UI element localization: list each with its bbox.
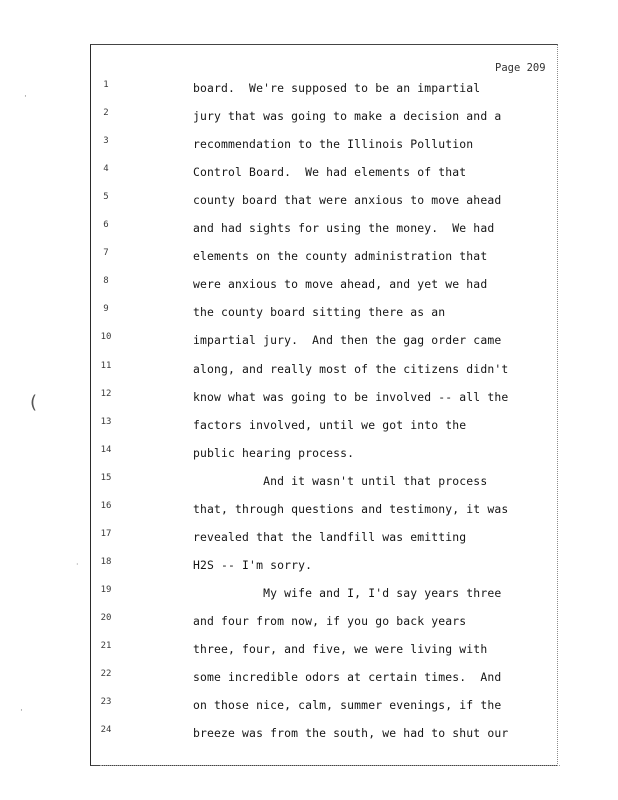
transcript-line [0, 248, 618, 268]
line-text: know what was going to be involved -- all the [193, 389, 509, 404]
transcript-line [0, 529, 618, 549]
transcript-line [0, 613, 618, 633]
margin-mark: · [76, 560, 79, 569]
transcript-line [0, 332, 618, 352]
line-text: factors involved, until we got into the [193, 417, 467, 432]
transcript-line [0, 220, 618, 240]
line-number: 1 [103, 80, 109, 90]
margin-mark: ( [30, 392, 38, 413]
margin-mark: · [24, 92, 27, 102]
line-number: 24 [100, 725, 112, 736]
line-text: My wife and I, I'd say years three [193, 585, 502, 600]
line-number: 3 [103, 136, 109, 147]
line-number: 2 [103, 108, 109, 119]
transcript-line [0, 389, 618, 409]
line-number: 14 [100, 444, 112, 455]
transcript-line [0, 417, 618, 437]
line-text: on those nice, calm, summer evenings, if the [193, 698, 502, 713]
line-number: 5 [103, 192, 109, 203]
transcript-line [0, 445, 618, 465]
transcript-line [0, 304, 618, 324]
transcript-line [0, 108, 618, 128]
transcript-line [0, 361, 618, 381]
line-number: 10 [100, 332, 112, 343]
line-text: Control Board. We had elements of that [193, 165, 467, 180]
line-number: 19 [100, 584, 112, 595]
line-number: 7 [103, 248, 109, 259]
page-number: Page 209 [495, 62, 546, 74]
transcript-line [0, 276, 618, 296]
line-number: 8 [103, 276, 109, 287]
line-text: revealed that the landfill was emitting [193, 529, 467, 544]
line-text: H2S -- I'm sorry. [193, 557, 313, 572]
line-number: 21 [100, 641, 112, 651]
line-number: 22 [100, 669, 112, 680]
line-text: board. We're supposed to be an impartial [193, 81, 481, 95]
line-text: and had sights for using the money. We had [193, 221, 495, 236]
line-text: elements on the county administration that [193, 249, 488, 264]
line-number: 13 [100, 416, 112, 427]
line-number: 20 [100, 612, 112, 623]
line-text: county board that were anxious to move ahead [193, 193, 502, 208]
line-number: 11 [100, 360, 112, 371]
transcript-line [0, 164, 618, 184]
line-number: 17 [100, 528, 112, 539]
line-number: 6 [103, 220, 109, 231]
line-number: 4 [103, 164, 109, 175]
line-text: that, through questions and testimony, it was [193, 501, 509, 516]
transcript-line [0, 80, 618, 100]
line-text: three, four, and five, we were living with [193, 642, 488, 656]
line-number: 18 [100, 556, 112, 567]
line-text: along, and really most of the citizens didn't [193, 361, 509, 376]
line-number: 9 [103, 304, 109, 315]
line-text: were anxious to move ahead, and yet we had [193, 277, 488, 292]
line-text: the county board sitting there as an [193, 305, 446, 320]
transcript-line [0, 641, 618, 661]
line-text: public hearing process. [193, 445, 355, 460]
line-text: some incredible odors at certain times. And [193, 670, 502, 685]
transcript-line [0, 136, 618, 156]
transcript-line [0, 557, 618, 577]
line-number: 23 [100, 697, 112, 708]
transcript-line [0, 697, 618, 717]
transcript-line [0, 473, 618, 493]
line-text: impartial jury. And then the gag order came [193, 333, 502, 348]
line-number: 16 [100, 500, 112, 511]
line-text: breeze was from the south, we had to shut our [193, 726, 509, 741]
line-number: 15 [100, 472, 112, 483]
footer-scan-artifact [100, 765, 560, 772]
line-text: recommendation to the Illinois Pollution [193, 137, 474, 152]
margin-mark: · [20, 706, 23, 716]
transcript-line [0, 725, 618, 745]
line-number: 12 [100, 388, 112, 399]
line-text: And it wasn't until that process [193, 473, 488, 488]
transcript-line [0, 669, 618, 689]
transcript-line [0, 585, 618, 605]
transcript-line [0, 192, 618, 212]
transcript-line [0, 501, 618, 521]
line-text: and four from now, if you go back years [193, 613, 467, 628]
line-text: jury that was going to make a decision and a [193, 109, 502, 124]
